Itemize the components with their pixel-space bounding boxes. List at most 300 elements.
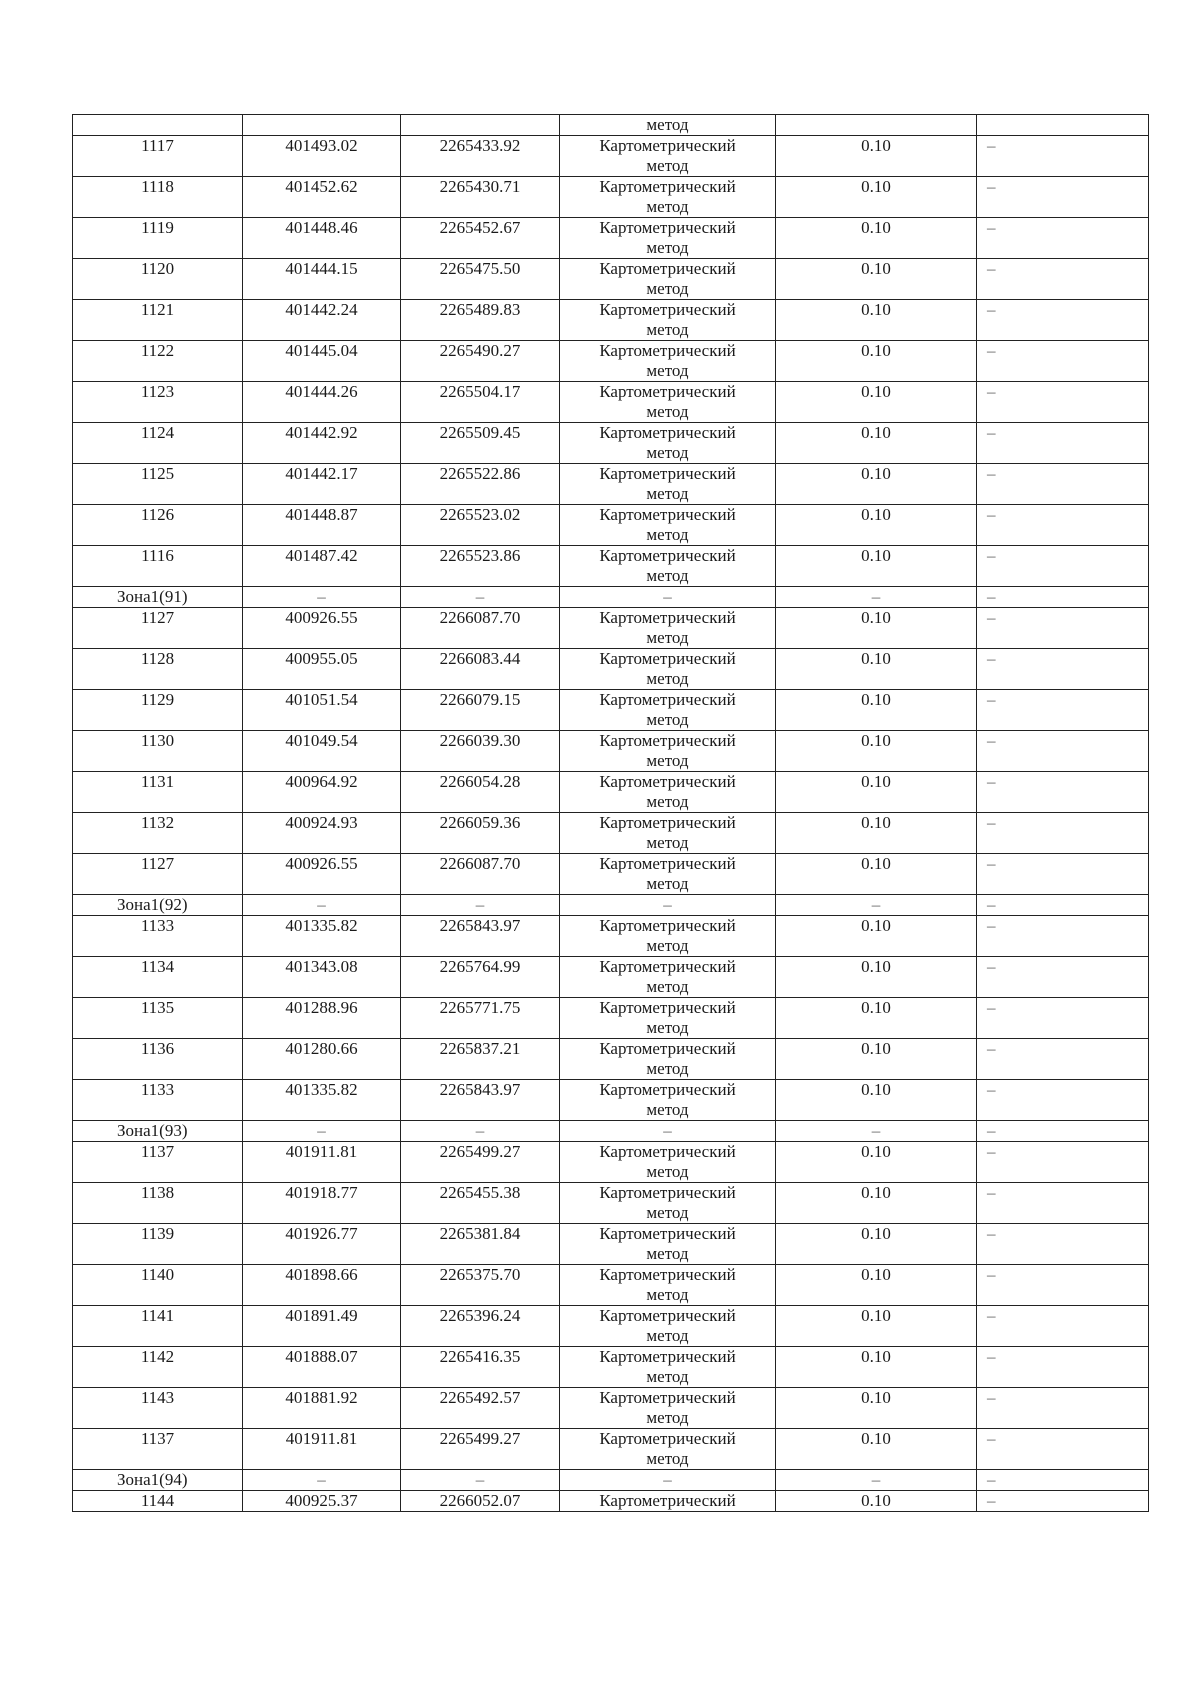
coord-x: 401911.81 bbox=[243, 1429, 401, 1470]
coord-x: 401918.77 bbox=[243, 1183, 401, 1224]
point-row bbox=[73, 382, 1149, 423]
point-row bbox=[73, 957, 1149, 998]
accuracy: 0.10 bbox=[776, 136, 977, 177]
dash-cell: – bbox=[977, 1306, 1149, 1347]
accuracy: 0.10 bbox=[776, 259, 977, 300]
dash-cell: – bbox=[977, 1265, 1149, 1306]
coord-y: 2265490.27 bbox=[401, 341, 560, 382]
dash-cell: – bbox=[977, 136, 1149, 177]
coord-y: 2265430.71 bbox=[401, 177, 560, 218]
accuracy: 0.10 bbox=[776, 1388, 977, 1429]
coord-y: 2265522.86 bbox=[401, 464, 560, 505]
cell-empty bbox=[977, 115, 1149, 136]
dash-cell: – bbox=[977, 1224, 1149, 1265]
cell-empty bbox=[401, 115, 560, 136]
coordinates-table bbox=[72, 114, 1149, 1512]
coord-y: 2266087.70 bbox=[401, 854, 560, 895]
coord-x: 401442.92 bbox=[243, 423, 401, 464]
method-line1: Картометрический bbox=[599, 1080, 736, 1099]
method-cell bbox=[560, 1080, 776, 1121]
point-row bbox=[73, 649, 1149, 690]
dash-cell: – bbox=[243, 1470, 401, 1491]
method-line2: метод bbox=[646, 156, 689, 175]
coord-y: 2265396.24 bbox=[401, 1306, 560, 1347]
accuracy: 0.10 bbox=[776, 1306, 977, 1347]
method-line1: Картометрический bbox=[599, 546, 736, 565]
method-line2: метод bbox=[646, 1162, 689, 1181]
dash-cell: – bbox=[977, 505, 1149, 546]
point-row bbox=[73, 423, 1149, 464]
method-line1: Картометрический bbox=[599, 1429, 736, 1448]
method-line1: Картометрический bbox=[599, 690, 736, 709]
method-line1: Картометрический bbox=[599, 1265, 736, 1284]
method-line1: Картометрический bbox=[599, 1039, 736, 1058]
coord-x: 401911.81 bbox=[243, 1142, 401, 1183]
dash-cell: – bbox=[977, 854, 1149, 895]
method-line2: метод bbox=[646, 443, 689, 462]
coord-x: 401898.66 bbox=[243, 1265, 401, 1306]
method-line2: метод bbox=[646, 1449, 689, 1468]
point-number: 1116 bbox=[73, 546, 243, 587]
accuracy: 0.10 bbox=[776, 1429, 977, 1470]
coord-y: 2266087.70 bbox=[401, 608, 560, 649]
accuracy: 0.10 bbox=[776, 1080, 977, 1121]
cell-method: метод bbox=[560, 115, 776, 136]
method-line2: метод bbox=[646, 1100, 689, 1119]
method-line2: метод bbox=[646, 1018, 689, 1037]
method-line1: Картометрический bbox=[599, 1306, 736, 1325]
point-row bbox=[73, 916, 1149, 957]
coord-y: 2266054.28 bbox=[401, 772, 560, 813]
method-line2: метод bbox=[646, 936, 689, 955]
method-line2: метод bbox=[646, 1285, 689, 1304]
method-cell bbox=[560, 854, 776, 895]
point-number: 1120 bbox=[73, 259, 243, 300]
method-cell bbox=[560, 464, 776, 505]
method-cell bbox=[560, 1388, 776, 1429]
zone-row bbox=[73, 1470, 1149, 1491]
point-number: 1137 bbox=[73, 1429, 243, 1470]
point-number: 1118 bbox=[73, 177, 243, 218]
method-line1: Картометрический bbox=[599, 772, 736, 791]
dash-cell: – bbox=[243, 895, 401, 916]
point-row bbox=[73, 1306, 1149, 1347]
point-row bbox=[73, 1224, 1149, 1265]
method-line1: Картометрический bbox=[599, 957, 736, 976]
zone-label: Зона1(91) bbox=[73, 587, 243, 608]
point-row bbox=[73, 1039, 1149, 1080]
coord-x: 400924.93 bbox=[243, 813, 401, 854]
point-number: 1141 bbox=[73, 1306, 243, 1347]
coord-x: 401888.07 bbox=[243, 1347, 401, 1388]
method-cell bbox=[560, 1429, 776, 1470]
table-body bbox=[73, 115, 1149, 1512]
point-row bbox=[73, 505, 1149, 546]
method-line1: Картометрический bbox=[599, 505, 736, 524]
method-line2: метод bbox=[646, 1326, 689, 1345]
method-line2: метод bbox=[646, 402, 689, 421]
method-line1: Картометрический bbox=[599, 1347, 736, 1366]
point-number: 1129 bbox=[73, 690, 243, 731]
point-number: 1135 bbox=[73, 998, 243, 1039]
coord-x: 401442.24 bbox=[243, 300, 401, 341]
method-cell bbox=[560, 218, 776, 259]
method-line2: метод bbox=[646, 710, 689, 729]
point-number: 1126 bbox=[73, 505, 243, 546]
dash-cell: – bbox=[776, 1470, 977, 1491]
method-line1: Картометрический bbox=[599, 916, 736, 935]
point-number: 1124 bbox=[73, 423, 243, 464]
method-cell bbox=[560, 505, 776, 546]
accuracy: 0.10 bbox=[776, 998, 977, 1039]
point-number: 1137 bbox=[73, 1142, 243, 1183]
dash-cell: – bbox=[977, 382, 1149, 423]
method-line2: метод bbox=[646, 1059, 689, 1078]
point-number: 1127 bbox=[73, 854, 243, 895]
dash-cell: – bbox=[977, 916, 1149, 957]
point-row bbox=[73, 464, 1149, 505]
accuracy: 0.10 bbox=[776, 608, 977, 649]
dash-cell: – bbox=[977, 1183, 1149, 1224]
accuracy: 0.10 bbox=[776, 1265, 977, 1306]
method-line1: Картометрический bbox=[599, 423, 736, 442]
coord-x: 401452.62 bbox=[243, 177, 401, 218]
zone-label: Зона1(92) bbox=[73, 895, 243, 916]
coord-x: 400926.55 bbox=[243, 854, 401, 895]
point-row bbox=[73, 218, 1149, 259]
method-cell bbox=[560, 998, 776, 1039]
dash-cell: – bbox=[977, 1470, 1149, 1491]
method-line2: метод bbox=[646, 628, 689, 647]
accuracy: 0.10 bbox=[776, 1347, 977, 1388]
method-line2: метод bbox=[646, 792, 689, 811]
accuracy: 0.10 bbox=[776, 1183, 977, 1224]
dash-cell: – bbox=[977, 1429, 1149, 1470]
zone-row bbox=[73, 895, 1149, 916]
point-row bbox=[73, 1388, 1149, 1429]
coord-y: 2265771.75 bbox=[401, 998, 560, 1039]
method-cell bbox=[560, 1265, 776, 1306]
coord-y: 2266083.44 bbox=[401, 649, 560, 690]
point-number: 1127 bbox=[73, 608, 243, 649]
method-line1: Картометрический bbox=[599, 136, 736, 155]
method-cell bbox=[560, 423, 776, 464]
dash-cell: – bbox=[977, 1080, 1149, 1121]
coord-y: 2265837.21 bbox=[401, 1039, 560, 1080]
method-line2: метод bbox=[646, 279, 689, 298]
dash-cell: – bbox=[977, 259, 1149, 300]
coord-y: 2265492.57 bbox=[401, 1388, 560, 1429]
zone-label: Зона1(94) bbox=[73, 1470, 243, 1491]
point-row bbox=[73, 731, 1149, 772]
method-cell bbox=[560, 177, 776, 218]
method-cell bbox=[560, 916, 776, 957]
point-number: 1128 bbox=[73, 649, 243, 690]
coord-y: 2265381.84 bbox=[401, 1224, 560, 1265]
method-line2: метод bbox=[646, 1367, 689, 1386]
coord-x: 401445.04 bbox=[243, 341, 401, 382]
point-number: 1131 bbox=[73, 772, 243, 813]
accuracy: 0.10 bbox=[776, 218, 977, 259]
coord-y: 2266059.36 bbox=[401, 813, 560, 854]
dash-cell: – bbox=[401, 895, 560, 916]
accuracy: 0.10 bbox=[776, 382, 977, 423]
method-cell bbox=[560, 300, 776, 341]
method-line1: Картометрический bbox=[599, 854, 736, 873]
method-cell bbox=[560, 259, 776, 300]
method-line2: метод bbox=[646, 525, 689, 544]
method-line1: Картометрический bbox=[599, 813, 736, 832]
accuracy: 0.10 bbox=[776, 1491, 977, 1512]
coord-x: 401335.82 bbox=[243, 1080, 401, 1121]
coord-x: 401049.54 bbox=[243, 731, 401, 772]
point-row bbox=[73, 259, 1149, 300]
coord-x: 401493.02 bbox=[243, 136, 401, 177]
method-line1: Картометрический bbox=[599, 259, 736, 278]
coord-y: 2265509.45 bbox=[401, 423, 560, 464]
method-cell bbox=[560, 813, 776, 854]
point-number: 1130 bbox=[73, 731, 243, 772]
coord-x: 401881.92 bbox=[243, 1388, 401, 1429]
coord-x: 400926.55 bbox=[243, 608, 401, 649]
point-number: 1122 bbox=[73, 341, 243, 382]
coord-y: 2265475.50 bbox=[401, 259, 560, 300]
point-row bbox=[73, 1080, 1149, 1121]
dash-cell: – bbox=[401, 587, 560, 608]
accuracy: 0.10 bbox=[776, 916, 977, 957]
dash-cell: – bbox=[243, 1121, 401, 1142]
point-number: 1134 bbox=[73, 957, 243, 998]
dash-cell: – bbox=[977, 690, 1149, 731]
point-row bbox=[73, 854, 1149, 895]
accuracy: 0.10 bbox=[776, 957, 977, 998]
accuracy: 0.10 bbox=[776, 1142, 977, 1183]
coord-x: 401343.08 bbox=[243, 957, 401, 998]
coord-y: 2265375.70 bbox=[401, 1265, 560, 1306]
dash-cell: – bbox=[560, 1470, 776, 1491]
dash-cell: – bbox=[977, 1388, 1149, 1429]
dash-cell: – bbox=[560, 1121, 776, 1142]
coord-x: 401448.46 bbox=[243, 218, 401, 259]
point-number: 1133 bbox=[73, 1080, 243, 1121]
method-cell bbox=[560, 731, 776, 772]
cell-empty bbox=[243, 115, 401, 136]
accuracy: 0.10 bbox=[776, 854, 977, 895]
dash-cell: – bbox=[401, 1121, 560, 1142]
coord-y: 2265489.83 bbox=[401, 300, 560, 341]
method-cell bbox=[560, 649, 776, 690]
coord-x: 401448.87 bbox=[243, 505, 401, 546]
coord-x: 400925.37 bbox=[243, 1491, 401, 1512]
method-line1: Картометрический bbox=[599, 177, 736, 196]
dash-cell: – bbox=[776, 1121, 977, 1142]
dash-cell: – bbox=[560, 895, 776, 916]
point-row bbox=[73, 546, 1149, 587]
point-row bbox=[73, 300, 1149, 341]
method-line2: метод bbox=[646, 833, 689, 852]
method-line1: Картометрический bbox=[599, 608, 736, 627]
point-number: 1125 bbox=[73, 464, 243, 505]
accuracy: 0.10 bbox=[776, 772, 977, 813]
dash-cell: – bbox=[776, 895, 977, 916]
point-number: 1139 bbox=[73, 1224, 243, 1265]
dash-cell: – bbox=[977, 608, 1149, 649]
dash-cell: – bbox=[977, 1121, 1149, 1142]
dash-cell: – bbox=[560, 587, 776, 608]
dash-cell: – bbox=[776, 587, 977, 608]
coord-y: 2265452.67 bbox=[401, 218, 560, 259]
point-number: 1132 bbox=[73, 813, 243, 854]
point-row bbox=[73, 1183, 1149, 1224]
method-cell bbox=[560, 1491, 776, 1512]
dash-cell: – bbox=[977, 813, 1149, 854]
method-line1: Картометрический bbox=[599, 341, 736, 360]
dash-cell: – bbox=[977, 177, 1149, 218]
accuracy: 0.10 bbox=[776, 300, 977, 341]
point-row bbox=[73, 608, 1149, 649]
method-line2: метод bbox=[646, 484, 689, 503]
dash-cell: – bbox=[977, 587, 1149, 608]
coord-y: 2265523.86 bbox=[401, 546, 560, 587]
method-line2: метод bbox=[646, 238, 689, 257]
point-number: 1144 bbox=[73, 1491, 243, 1512]
accuracy: 0.10 bbox=[776, 1224, 977, 1265]
coord-y: 2266079.15 bbox=[401, 690, 560, 731]
point-row bbox=[73, 690, 1149, 731]
dash-cell: – bbox=[977, 1347, 1149, 1388]
method-line2: метод bbox=[646, 1408, 689, 1427]
accuracy: 0.10 bbox=[776, 813, 977, 854]
method-cell bbox=[560, 546, 776, 587]
coord-y: 2265504.17 bbox=[401, 382, 560, 423]
point-row bbox=[73, 813, 1149, 854]
point-number: 1123 bbox=[73, 382, 243, 423]
method-line1: Картометрический bbox=[599, 218, 736, 237]
accuracy: 0.10 bbox=[776, 341, 977, 382]
point-number: 1136 bbox=[73, 1039, 243, 1080]
coord-y: 2265843.97 bbox=[401, 916, 560, 957]
coord-x: 401891.49 bbox=[243, 1306, 401, 1347]
method-cell bbox=[560, 1306, 776, 1347]
point-row bbox=[73, 1429, 1149, 1470]
point-row bbox=[73, 136, 1149, 177]
accuracy: 0.10 bbox=[776, 423, 977, 464]
method-cell bbox=[560, 957, 776, 998]
method-line2: метод bbox=[646, 1244, 689, 1263]
coord-x: 401926.77 bbox=[243, 1224, 401, 1265]
dash-cell: – bbox=[977, 895, 1149, 916]
method-cell bbox=[560, 772, 776, 813]
method-line1: Картометрический bbox=[599, 1183, 736, 1202]
method-line2: метод bbox=[646, 197, 689, 216]
accuracy: 0.10 bbox=[776, 649, 977, 690]
dash-cell: – bbox=[977, 546, 1149, 587]
accuracy: 0.10 bbox=[776, 177, 977, 218]
coord-y: 2265523.02 bbox=[401, 505, 560, 546]
coord-y: 2265416.35 bbox=[401, 1347, 560, 1388]
coord-y: 2265499.27 bbox=[401, 1142, 560, 1183]
method-line2: метод bbox=[646, 566, 689, 585]
accuracy: 0.10 bbox=[776, 1039, 977, 1080]
accuracy: 0.10 bbox=[776, 546, 977, 587]
dash-cell: – bbox=[977, 1142, 1149, 1183]
accuracy: 0.10 bbox=[776, 464, 977, 505]
method-cell bbox=[560, 136, 776, 177]
method-cell bbox=[560, 1347, 776, 1388]
dash-cell: – bbox=[977, 957, 1149, 998]
accuracy: 0.10 bbox=[776, 690, 977, 731]
dash-cell: – bbox=[401, 1470, 560, 1491]
coord-x: 401487.42 bbox=[243, 546, 401, 587]
dash-cell: – bbox=[977, 1491, 1149, 1512]
method-line2: метод bbox=[646, 751, 689, 770]
method-cell bbox=[560, 1183, 776, 1224]
zone-row bbox=[73, 587, 1149, 608]
zone-label: Зона1(93) bbox=[73, 1121, 243, 1142]
method-cell bbox=[560, 608, 776, 649]
coord-x: 401444.26 bbox=[243, 382, 401, 423]
dash-cell: – bbox=[977, 300, 1149, 341]
method-line2: метод bbox=[646, 669, 689, 688]
method-line1: Картометрический bbox=[599, 382, 736, 401]
point-number: 1142 bbox=[73, 1347, 243, 1388]
method-line2: метод bbox=[646, 874, 689, 893]
method-line1: Картометрический bbox=[599, 998, 736, 1017]
dash-cell: – bbox=[243, 587, 401, 608]
coord-y: 2265843.97 bbox=[401, 1080, 560, 1121]
point-number: 1119 bbox=[73, 218, 243, 259]
method-cell bbox=[560, 1142, 776, 1183]
point-row bbox=[73, 772, 1149, 813]
cell-empty bbox=[776, 115, 977, 136]
method-line1: Картометрический bbox=[599, 649, 736, 668]
point-row bbox=[73, 998, 1149, 1039]
point-number: 1143 bbox=[73, 1388, 243, 1429]
dash-cell: – bbox=[977, 1039, 1149, 1080]
point-row bbox=[73, 341, 1149, 382]
method-line2: метод bbox=[646, 320, 689, 339]
coord-y: 2265433.92 bbox=[401, 136, 560, 177]
point-number: 1121 bbox=[73, 300, 243, 341]
method-cell bbox=[560, 1039, 776, 1080]
coord-x: 401288.96 bbox=[243, 998, 401, 1039]
method-cell bbox=[560, 690, 776, 731]
zone-row bbox=[73, 1121, 1149, 1142]
coord-x: 401335.82 bbox=[243, 916, 401, 957]
method-line2: метод bbox=[646, 1203, 689, 1222]
point-number: 1140 bbox=[73, 1265, 243, 1306]
coord-x: 401442.17 bbox=[243, 464, 401, 505]
continued-row bbox=[73, 115, 1149, 136]
cell-empty bbox=[73, 115, 243, 136]
accuracy: 0.10 bbox=[776, 505, 977, 546]
method-line1: Картометрический bbox=[599, 1142, 736, 1161]
coord-x: 401051.54 bbox=[243, 690, 401, 731]
coord-x: 401280.66 bbox=[243, 1039, 401, 1080]
dash-cell: – bbox=[977, 998, 1149, 1039]
dash-cell: – bbox=[977, 464, 1149, 505]
method-cell bbox=[560, 1224, 776, 1265]
dash-cell: – bbox=[977, 772, 1149, 813]
point-number: 1117 bbox=[73, 136, 243, 177]
coord-x: 400955.05 bbox=[243, 649, 401, 690]
coord-y: 2266052.07 bbox=[401, 1491, 560, 1512]
dash-cell: – bbox=[977, 341, 1149, 382]
dash-cell: – bbox=[977, 218, 1149, 259]
coord-y: 2266039.30 bbox=[401, 731, 560, 772]
point-row bbox=[73, 1142, 1149, 1183]
method-line2: метод bbox=[646, 361, 689, 380]
